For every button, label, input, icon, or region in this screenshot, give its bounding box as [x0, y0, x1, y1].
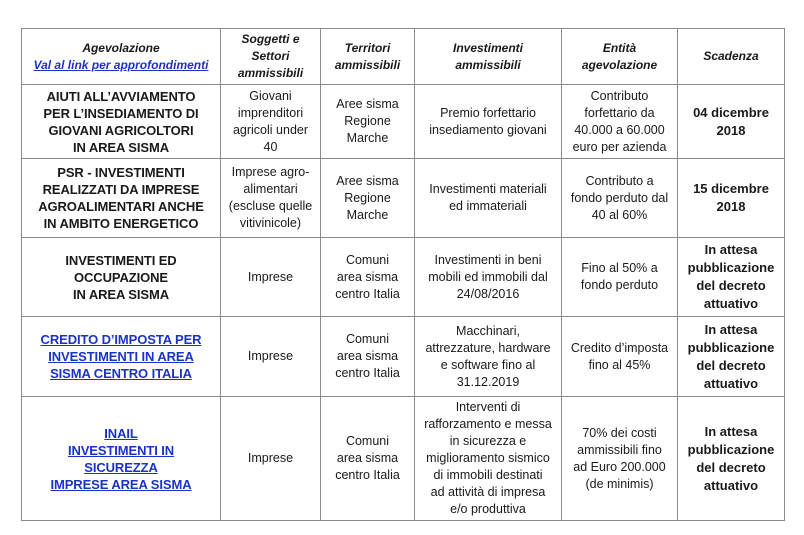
cell-line: forfettario da [584, 105, 655, 120]
cell-line: 40 al 60% [591, 207, 648, 222]
cell-investimenti [415, 159, 562, 238]
cell-scadenza [678, 317, 785, 397]
cell-agevolazione [22, 238, 221, 317]
cell-line: SISMA CENTRO ITALIA [50, 366, 192, 381]
cell-line: In attesa [704, 242, 758, 257]
cell-line: e/o produttiva [450, 502, 526, 516]
cell-soggetti [221, 397, 321, 521]
cell-line: Imprese agro- [231, 165, 310, 179]
cell-line: di immobili destinati [433, 468, 543, 482]
cell-territori [321, 397, 415, 521]
cell-line: pubblicazione [687, 339, 775, 355]
cell-line: attuativo [703, 375, 759, 391]
cell-investimenti [415, 238, 562, 317]
inail-link[interactable] [26, 425, 216, 493]
cell-territori [321, 159, 415, 238]
cell-line: vitivinicole) [239, 216, 302, 230]
cell-line: Premio forfettario [440, 105, 536, 120]
cell-line: PSR - INVESTIMENTI [57, 165, 185, 180]
cell-line: 2018 [716, 199, 746, 214]
cell-scadenza [678, 238, 785, 317]
cell-soggetti [221, 317, 321, 397]
cell-line: miglioramento sismico [426, 451, 550, 465]
cell-scadenza [678, 85, 785, 159]
cell-line: AIUTI ALL’AVVIAMENTO [46, 88, 196, 104]
cell-line: pubblicazione [687, 441, 775, 457]
header-entita: Entità agevolazione [562, 29, 678, 85]
cell-line: Comuni [345, 252, 390, 267]
cell-line: Imprese [247, 349, 294, 363]
cell-line: ad Euro 200.000 [573, 459, 666, 474]
cell-line: Contributo [590, 88, 649, 103]
cell-line: agricoli under [232, 122, 309, 137]
cell-soggetti [221, 159, 321, 238]
cell-line: Imprese [247, 269, 294, 284]
cell-line: in sicurezza e [449, 434, 527, 448]
cell-line: 40.000 a 60.000 [574, 122, 665, 137]
cell-line: In attesa [704, 423, 758, 439]
header-agevolazione [22, 29, 221, 85]
cell-line: Interventi di [455, 400, 521, 414]
cell-territori [321, 238, 415, 317]
cell-investimenti [415, 85, 562, 159]
cell-line: Aree sisma [336, 97, 399, 111]
cell-line: SICUREZZA [84, 459, 158, 475]
cell-line: fondo perduto dal [570, 190, 669, 205]
cell-line: IN AREA SISMA [73, 286, 169, 302]
cell-investimenti [415, 317, 562, 397]
cell-entita [562, 397, 678, 521]
cell-line: 70% dei costi [582, 425, 657, 440]
cell-line: attrezzature, hardware [425, 340, 551, 355]
cell-line: Aree sisma [336, 173, 399, 188]
cell-line: attuativo [703, 296, 759, 311]
header-agevolazione-label: Agevolazione [82, 40, 160, 55]
cell-line: area sisma [336, 269, 399, 284]
cell-territori [321, 85, 415, 159]
cell-line: Comuni [345, 434, 390, 448]
cell-line: (escluse quelle [228, 199, 313, 213]
cell-scadenza [678, 397, 785, 521]
cell-soggetti [221, 238, 321, 317]
cell-line: Imprese [247, 451, 294, 465]
cell-line: INVESTIMENTI ED [65, 252, 177, 268]
cell-line: 31.12.2019 [456, 374, 520, 389]
cell-line: CREDITO D’IMPOSTA PER [40, 332, 202, 347]
cell-line: PER L’INSEDIAMENTO DI [43, 105, 199, 121]
cell-entita [562, 85, 678, 159]
header-row [22, 29, 785, 85]
cell-line: OCCUPAZIONE [74, 269, 168, 285]
cell-line: INVESTIMENTI IN AREA [48, 349, 194, 364]
cell-entita [562, 159, 678, 238]
cell-line: Contributo a [585, 173, 654, 188]
agevolazioni-table [21, 28, 785, 521]
cell-line: Marche [346, 131, 389, 145]
cell-line: INAIL [104, 425, 138, 441]
cell-line: insediamento giovani [429, 122, 547, 137]
cell-line: IN AMBITO ENERGETICO [43, 216, 199, 231]
cell-line: Credito d’imposta [570, 340, 669, 355]
table-row [22, 85, 785, 159]
cell-investimenti [415, 397, 562, 521]
cell-line: Comuni [345, 332, 390, 346]
cell-line: 04 dicembre [693, 104, 769, 120]
table-row [22, 159, 785, 238]
cell-line: del decreto [696, 459, 766, 475]
cell-line: pubblicazione [687, 260, 775, 275]
cell-line: ad attività di impresa [430, 485, 546, 499]
cell-line: 2018 [716, 122, 746, 138]
cell-line: IMPRESE AREA SISMA [50, 476, 192, 492]
cell-agevolazione [22, 159, 221, 238]
cell-scadenza [678, 159, 785, 238]
cell-line: rafforzamento e messa [424, 417, 552, 431]
cell-line: In attesa [704, 321, 758, 337]
cell-line: GIOVANI AGRICOLTORI [48, 122, 194, 138]
cell-line: Giovani [249, 88, 292, 103]
cell-line: attuativo [703, 477, 759, 493]
cell-line: IN AREA SISMA [73, 139, 169, 155]
cell-line: area sisma [336, 451, 399, 465]
cell-line: area sisma [336, 349, 399, 363]
cell-line: AGROALIMENTARI ANCHE [38, 199, 204, 214]
cell-line: centro Italia [335, 286, 400, 301]
table-row [22, 238, 785, 317]
header-soggetti: Soggetti e Settori ammissibili [221, 29, 321, 85]
cell-line: Regione [344, 114, 391, 128]
table-row [22, 397, 785, 521]
cell-line: mobili ed immobili dal [428, 269, 548, 284]
header-info-link[interactable]: Val al link per approfondimenti [33, 57, 209, 72]
cell-line: fondo perduto [580, 278, 659, 292]
cell-line: del decreto [696, 357, 766, 373]
cell-line: 15 dicembre [693, 181, 769, 196]
cell-line: ammissibili fino [577, 442, 662, 457]
cell-line: Macchinari, [456, 323, 520, 338]
cell-agevolazione [22, 85, 221, 159]
cell-line: euro per azienda [572, 139, 667, 154]
cell-line: del decreto [696, 278, 766, 293]
cell-line: (de minimis) [585, 476, 654, 491]
cell-line: 40 [263, 139, 278, 154]
header-scadenza: Scadenza [678, 29, 785, 85]
cell-line: fino al 45% [588, 357, 651, 372]
cell-entita [562, 317, 678, 397]
cell-line: imprenditori [237, 105, 304, 120]
header-territori: Territori ammissibili [321, 29, 415, 85]
cell-line: e software fino al [440, 357, 536, 372]
cell-agevolazione-link[interactable] [22, 397, 221, 521]
cell-line: ed immateriali [449, 199, 527, 213]
cell-agevolazione-link[interactable] [22, 317, 221, 397]
cell-line: alimentari [243, 182, 298, 196]
credito-imposta-link[interactable] [26, 331, 216, 382]
cell-soggetti [221, 85, 321, 159]
cell-line: REALIZZATI DA IMPRESE [42, 182, 200, 197]
header-investimenti: Investimenti ammissibili [415, 29, 562, 85]
cell-line: centro Italia [335, 468, 400, 482]
table-row [22, 317, 785, 397]
cell-entita [562, 238, 678, 317]
cell-line: INVESTIMENTI IN [67, 442, 175, 458]
cell-line: Investimenti materiali [429, 182, 547, 196]
cell-line: Regione [344, 190, 391, 205]
cell-line: 24/08/2016 [456, 286, 520, 301]
cell-line: Investimenti in beni [434, 252, 542, 267]
cell-line: centro Italia [335, 366, 400, 380]
cell-line: Fino al 50% a [581, 261, 658, 275]
cell-line: Marche [346, 207, 389, 222]
cell-territori [321, 317, 415, 397]
